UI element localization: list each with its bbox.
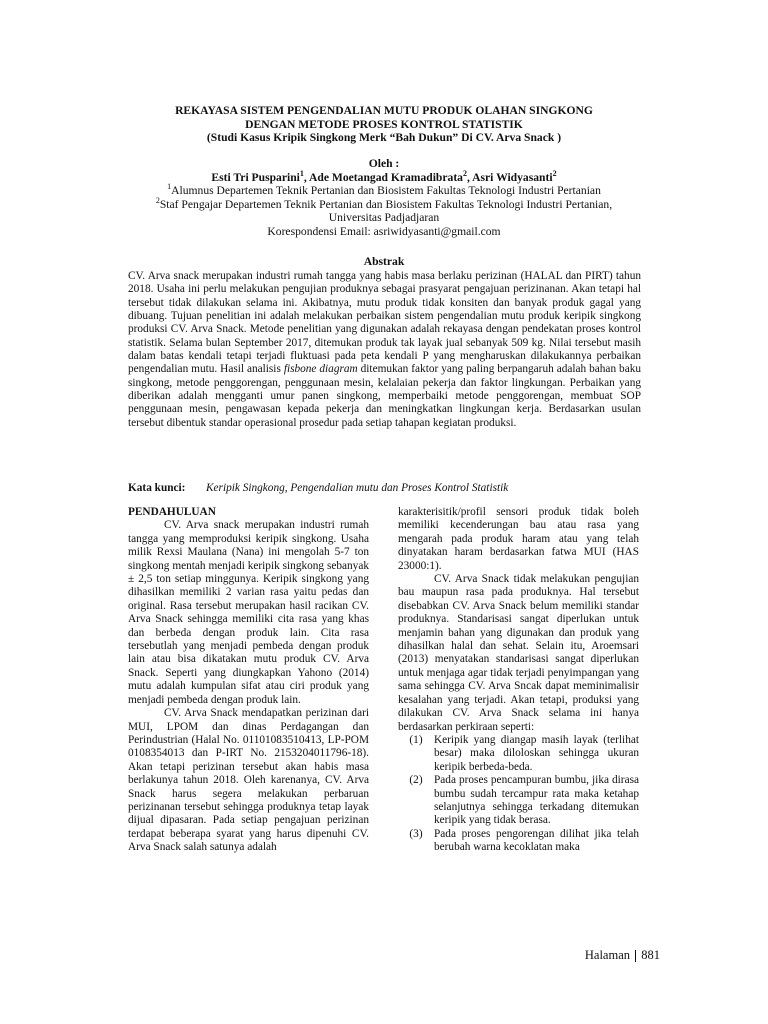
keywords-colon: :	[181, 482, 186, 494]
page-number: 881	[641, 948, 660, 962]
title-line-2: DENGAN METODE PROSES KONTROL STATISTIK	[245, 117, 523, 131]
author-2: , Ade Moetangad Kramadibrata	[303, 170, 463, 184]
list-item	[398, 774, 639, 828]
keywords-line	[128, 482, 641, 494]
author-3: , Asri Widyasanti	[466, 170, 553, 184]
affiliation-1-sup: 1	[167, 182, 172, 192]
abstract-fishbone-term: fisbone diagram	[283, 363, 358, 376]
footer-label: Halaman	[584, 948, 630, 962]
affiliation-2	[110, 195, 658, 212]
footer-separator	[635, 950, 636, 962]
page-footer	[560, 948, 660, 963]
affiliation-2-sup: 2	[155, 195, 160, 205]
author-names	[110, 168, 658, 185]
list-item-text: Pada proses pencampuran bumbu, jika dirasa bumbu sudah tercampur rata maka ketahap selanjutnya sehingga terkadang ditemukan keripik yang tidak berasa.	[434, 774, 639, 827]
list-item-text: Pada proses pengorengan dilihat jika telah berubah warna kecoklatan maka	[434, 827, 639, 854]
author-1: Esti Tri Pusparini	[211, 170, 300, 184]
keywords-label	[128, 482, 206, 494]
author-2-sup: 2	[462, 168, 467, 178]
author-3-sup: 2	[552, 168, 557, 178]
left-paragraph-1: CV. Arva snack merupakan industri rumah tangga yang memproduksi keripik singkong. Usaha milik Rexsi Maulana (Nana) ini mengolah 5-7 ton singkong mentah menjadi keripik singkong sebanyak ± 2,5 ton setiap minggunya. Keripik singkong yang dihasilkan memiliki 2 varian rasa yaitu pedas dan original. Rasa tersebut merupakan hasil racikan CV. Arva Snack sehingga memiliki cita rasa yang khas dan berbeda dengan produk lain. Cita rasa tersebutlah yang menjadi pembeda dengan produk lain atau bisa dikatakan mutu produk CV. Arva Snack. Seperti yang diungkapkan Yahono (2014) mutu adalah kumpulan sifat atau ciri produk yang menjadi pembeda dengan produk lain.	[128, 519, 369, 706]
correspondence-email: Korespondensi Email: asriwidyasanti@gmail.com	[267, 224, 501, 238]
list-item-number: (1)	[409, 733, 423, 746]
abstract-part-2: ditemukan faktor yang paling berpangaruh adalah bahan baku singkong, metode penggorengan, penggunaan mesin, kelalaian pekerja dan faktor lingkungan. Perbaikan yang diberikan adalah mengganti umur panen singkong, memperbaiki metode penggorengan, membuat SOP penggunaan mesin, pengawasan kepada pekerja dan meningkatkan lingkungan kerja. Berdasarkan usulan tersebut dibentuk standar operasional prosedur pada setiap tahapan kegiatan produksi.	[128, 363, 642, 429]
right-paragraph-1: karakterisitik/profil sensori produk tidak boleh memiliki kecenderungan bau atau rasa yang mengarah pada produk haram atau yang telah dinyatakan haram berdasarkan fatwa MUI (HAS 23000:1).	[398, 506, 639, 572]
affiliation-2-text: Staf Pengajar Departemen Teknik Pertanian dan Biosistem Fakultas Teknologi Industri Pertanian,	[159, 197, 613, 211]
title-line-1: REKAYASA SISTEM PENGENDALIAN MUTU PRODUK OLAHAN SINGKONG	[175, 104, 593, 117]
paper-title	[110, 104, 658, 145]
keywords-value: Keripik Singkong, Pengendalian mutu dan Proses Kontrol Statistik	[206, 482, 509, 494]
right-column	[398, 506, 639, 855]
left-column	[128, 506, 369, 855]
abstract-body	[128, 270, 641, 430]
right-paragraph-2: CV. Arva Snack tidak melakukan pengujian bau maupun rasa pada produknya. Hal tersebut disebabkan CV. Arva Snack belum memiliki standar produknya. Standarisasi sangat diperlukan untuk menjamin bahan yang digunakan dan produk yang dihasilkan halal dan sehat. Selain itu, Aroemsari (2013) menyatakan standarisasi sangat diperlukan untuk menjaga agar tidak terjadi penyimpangan yang sama sehingga CV. Arva Sncak dapat meminimalisir kesalahan yang terjadi. Akan tetapi, produksi yang dilakukan CV. Arva Snack selama ini hanya berdasarkan perkiraan seperti:	[398, 573, 639, 733]
section-title: PENDAHULUAN	[128, 506, 216, 518]
title-line-3: (Studi Kasus Kripik Singkong Merk “Bah Dukun” Di CV. Arva Snack )	[206, 131, 562, 145]
left-paragraph-2: CV. Arva Snack mendapatkan perizinan dari MUI, LPOM dan dinas Perdagangan dan Perindustrian (Halal No. 01101083510413, LP-POM 0108354013 dan P-IRT No. 2153204011796-18). Akan tetapi perizinan tersebut akan habis masa berlakunya tahun 2018. Oleh karenanya, CV. Arva Snack harus segera melakukan perbaruan perizinanan tersebut sehingga produknya tetap layak dijual dipasaran. Pada setiap pengajuan perizinan terdapat beberapa syarat yang harus dipenuhi CV. Arva Snack salah satunya adalah	[128, 707, 369, 854]
author-block	[110, 157, 658, 239]
affiliation-1	[110, 184, 658, 198]
list-item-number: (2)	[409, 774, 423, 787]
affiliation-2-cont: Universitas Padjadjaran	[328, 211, 440, 225]
affiliation-1-text: Alumnus Departemen Teknik Pertanian dan Biosistem Fakultas Teknologi Industri Pertanian	[171, 184, 601, 198]
author-1-sup: 1	[299, 168, 304, 178]
list-item	[398, 734, 639, 774]
abstract-part-1: CV. Arva snack merupakan industri rumah tangga yang habis masa berlaku perizinan (HALAL dan PIRT) tahun 2018. Usaha ini perlu melakukan pengujian produknya sebagai prasyarat pengajuan perizinanan. Akan tetapi hal tersebut tidak dilakukan selama ini. Akibatnya, mutu produk tidak konsiten dan banyak produk gagal yang dibuang. Tujuan penelitian ini adalah melakukan perbaikan sistem pengendalian mutu produk keripik singkong produksi CV. Arva Snack. Metode penelitian yang digunakan adalah rekayasa dengan pendekatan proses kontrol statistik. Selama bulan September 2017, ditemukan produk tak layak jual sebanyak 509 kg. Nilai tersebut masih dalam batas kendali tetapi terjadi fluktuasi pada peta kendali P yang mengharuskan dilakukannya perbaikan pengendalian mutu. Hasil analisis	[128, 270, 641, 376]
keywords-label-text: Kata kunci	[128, 482, 182, 494]
list-item-number: (3)	[409, 827, 423, 840]
list-item-text: Keripik yang diangap masih layak (terlihat besar) maka diloloskan sehingga ukuran keripik berbeda-beda.	[434, 733, 639, 773]
oleh-label: Oleh :	[368, 157, 400, 170]
list-item	[398, 828, 639, 855]
abstract-heading: Abstrak	[363, 255, 405, 268]
